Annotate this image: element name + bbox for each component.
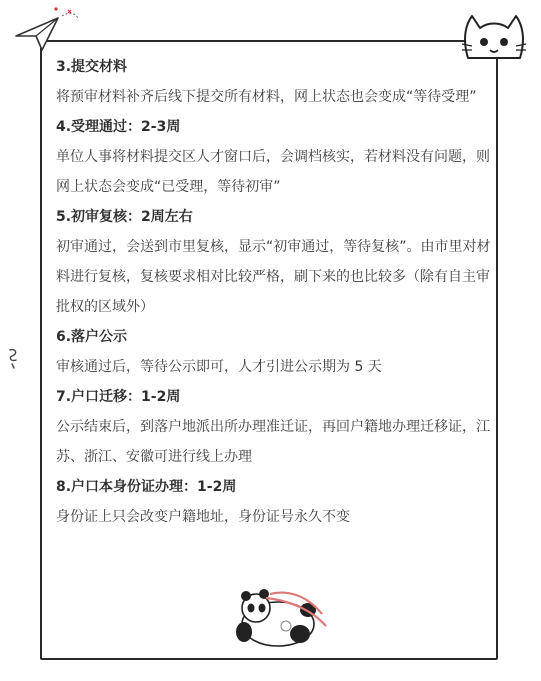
- paper-plane-icon: [12, 6, 82, 56]
- section-public-notice: [56, 322, 496, 382]
- section-text: 单位人事将材料提交区人才窗口后，会调档核实，若材料没有问题，则网上状态会变成“已受理，等待初审”: [56, 149, 490, 195]
- section-acceptance: [56, 112, 496, 202]
- section-heading: 8.户口本身份证办理：1-2周: [56, 479, 237, 495]
- section-submit-materials: [56, 52, 496, 112]
- section-heading: 5.初审复核：2周左右: [56, 209, 193, 225]
- article-body: [56, 52, 496, 532]
- section-household-transfer: [56, 382, 496, 472]
- section-heading: 4.受理通过：2-3周: [56, 119, 181, 135]
- panda-icon: [226, 574, 336, 654]
- section-preliminary-review: [56, 202, 496, 322]
- section-text: 公示结束后，到落户地派出所办理准迁证，再回户籍地办理迁移证，江苏、浙江、安徽可进行线上办理: [56, 419, 490, 465]
- section-text: 将预审材料补齐后线下提交所有材料，网上状态也会变成“等待受理”: [56, 89, 477, 105]
- doodle-swirl-icon: [4, 346, 24, 370]
- section-text: 身份证上只会改变户籍地址，身份证号永久不变: [56, 509, 350, 525]
- section-heading: 6.落户公示: [56, 329, 128, 345]
- section-heading: 3.提交材料: [56, 59, 128, 75]
- section-text: 审核通过后，等待公示即可，人才引进公示期为 5 天: [56, 359, 382, 375]
- section-heading: 7.户口迁移：1-2周: [56, 389, 181, 405]
- section-id-card: [56, 472, 496, 532]
- section-text: 初审通过，会送到市里复核，显示“初审通过，等待复核”。由市里对材料进行复核，复核要求相对比较严格，刷下来的也比较多（除有自主审批权的区域外）: [56, 239, 491, 315]
